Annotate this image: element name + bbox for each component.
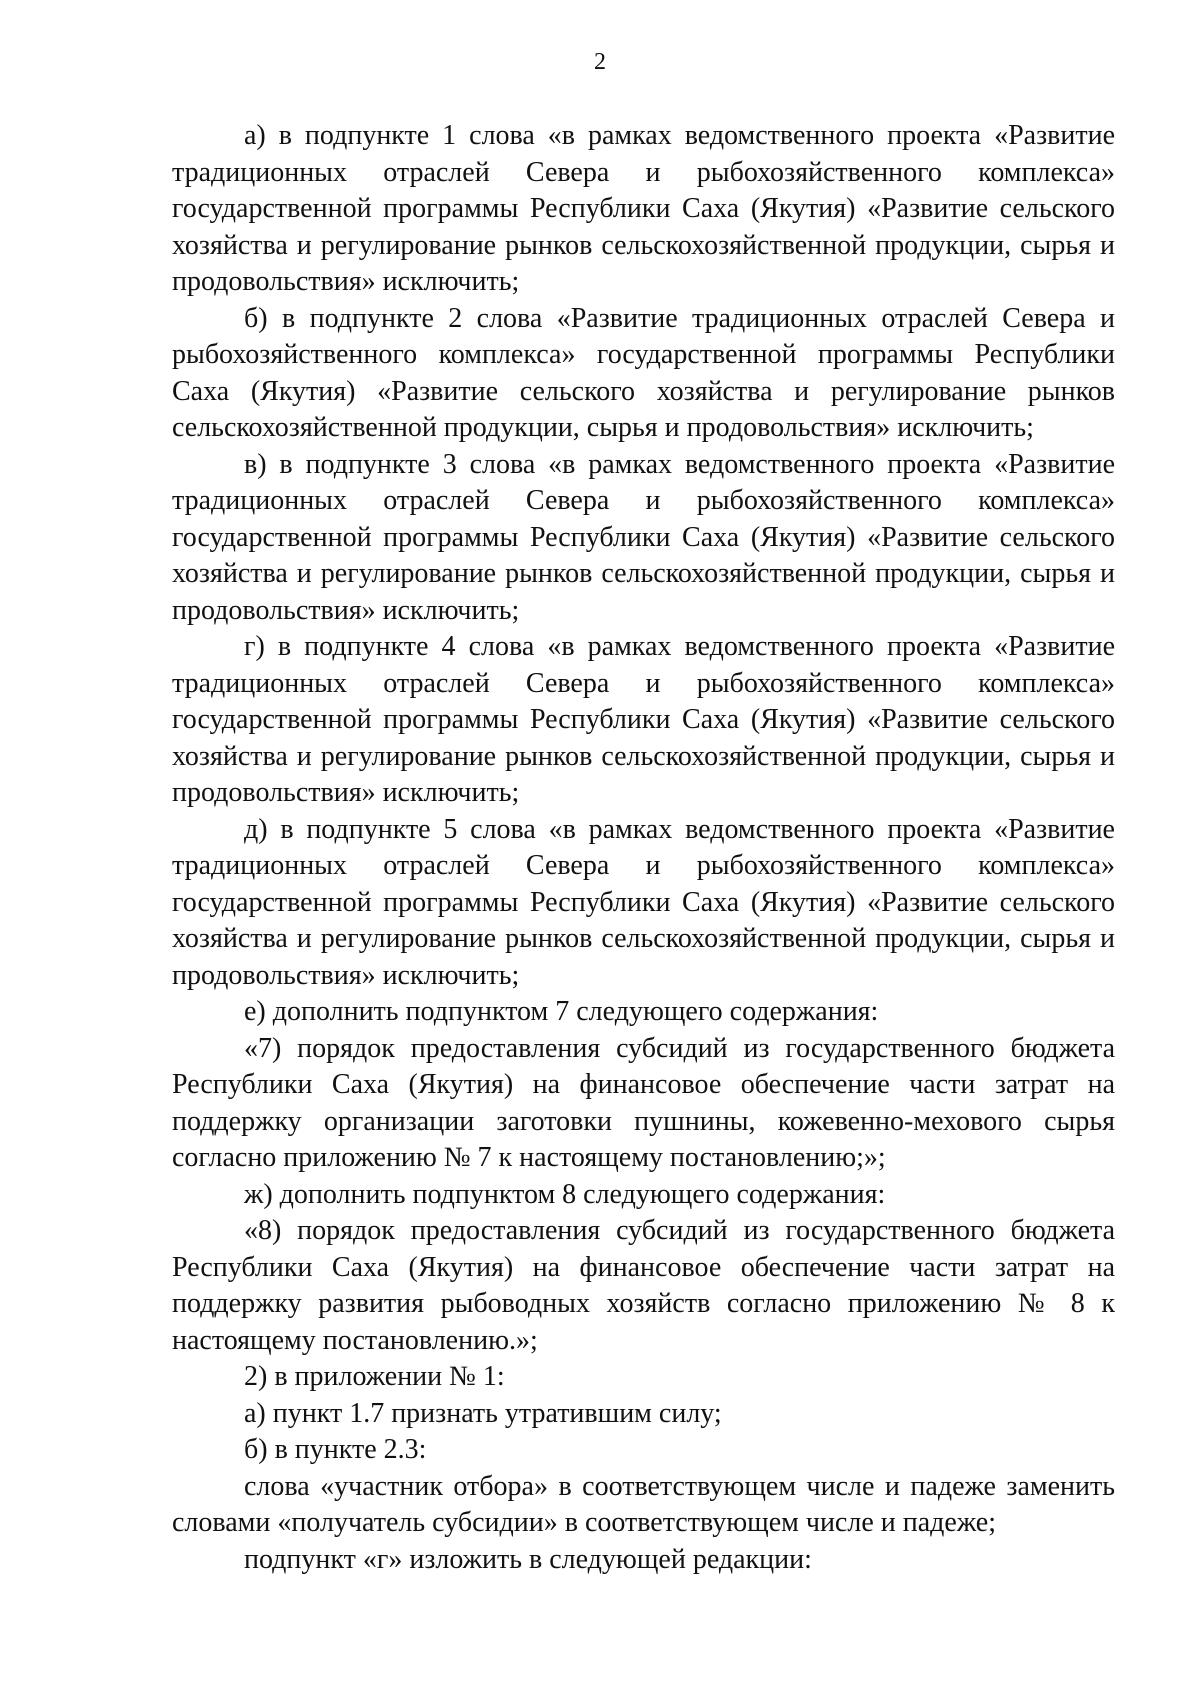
document-body [172,118,1115,1578]
paragraph-v-subitem-3: в) в подпункте 3 слова «в рамках ведомственного проекта «Развитие традиционных отраслей Севера и рыбохозяйственного комплекса» государственной программы Республики Саха (Якутия) «Развитие сельского хозяйства и регулирование рынков сельскохозяйственной продукции, сырья и продовольствия» исключить; [172,448,1115,626]
paragraph-a-subitem-1: а) в подпункте 1 слова «в рамках ведомственного проекта «Развитие традиционных отраслей Севера и рыбохозяйственного комплекса» государственной программы Республики Саха (Якутия) «Развитие сельского хозяйства и регулирование рынков сельскохозяйственной продукции, сырья и продовольствия» исключить; [172,120,1115,297]
paragraph-d-subitem-5: д) в подпункте 5 слова «в рамках ведомственного проекта «Развитие традиционных отраслей Севера и рыбохозяйственного комплекса» государственной программы Республики Саха (Якутия) «Развитие сельского хозяйства и регулирование рынков сельскохозяйственной продукции, сырья и продовольствия» исключить; [172,813,1115,991]
paragraph-zh-add-subitem-8: ж) дополнить подпунктом 8 следующего содержания: [244,1178,886,1210]
paragraph-item-1-7: а) пункт 1.7 признать утратившим силу; [244,1397,722,1429]
paragraph-subitem-8-text: «8) порядок предоставления субсидий из государственного бюджета Республики Саха (Якутия) на финансовое обеспечение части затрат на поддержку развития рыбоводных хозяйств согласно приложению № 8 к настоящему постановлению.»; [172,1215,1115,1356]
paragraph-b-subitem-2: б) в подпункте 2 слова «Развитие традиционных отраслей Севера и рыбохозяйственного комплекса» государственной программы Республики Саха (Якутия) «Развитие сельского хозяйства и регулирование рынков сельскохозяйственной продукции, сырья и продовольствия» исключить; [172,302,1115,443]
page-number: 2 [594,49,606,75]
paragraph-subitem-g: подпункт «г» изложить в следующей редакции: [244,1543,812,1575]
paragraph-replace-words: слова «участник отбора» в соответствующем числе и падеже заменить словами «получатель субсидии» в соответствующем числе и падеже; [172,1470,1115,1538]
paragraph-item-2-3: б) в пункте 2.3: [244,1434,427,1465]
paragraph-g-subitem-4: г) в подпункте 4 слова «в рамках ведомственного проекта «Развитие традиционных отраслей Севера и рыбохозяйственного комплекса» государственной программы Республики Саха (Якутия) «Развитие сельского хозяйства и регулирование рынков сельскохозяйственной продукции, сырья и продовольствия» исключить; [172,631,1115,808]
paragraph-e-add-subitem-7: е) дополнить подпунктом 7 следующего содержания: [244,996,879,1027]
paragraph-appendix-1: 2) в приложении № 1: [244,1361,505,1392]
paragraph-subitem-7-text: «7) порядок предоставления субсидий из государственного бюджета Республики Саха (Якутия) на финансовое обеспечение части затрат на поддержку организации заготовки пушнины, кожевенно-мехового сырья согласно приложению № 7 к настоящему постановлению;»; [172,1032,1115,1173]
